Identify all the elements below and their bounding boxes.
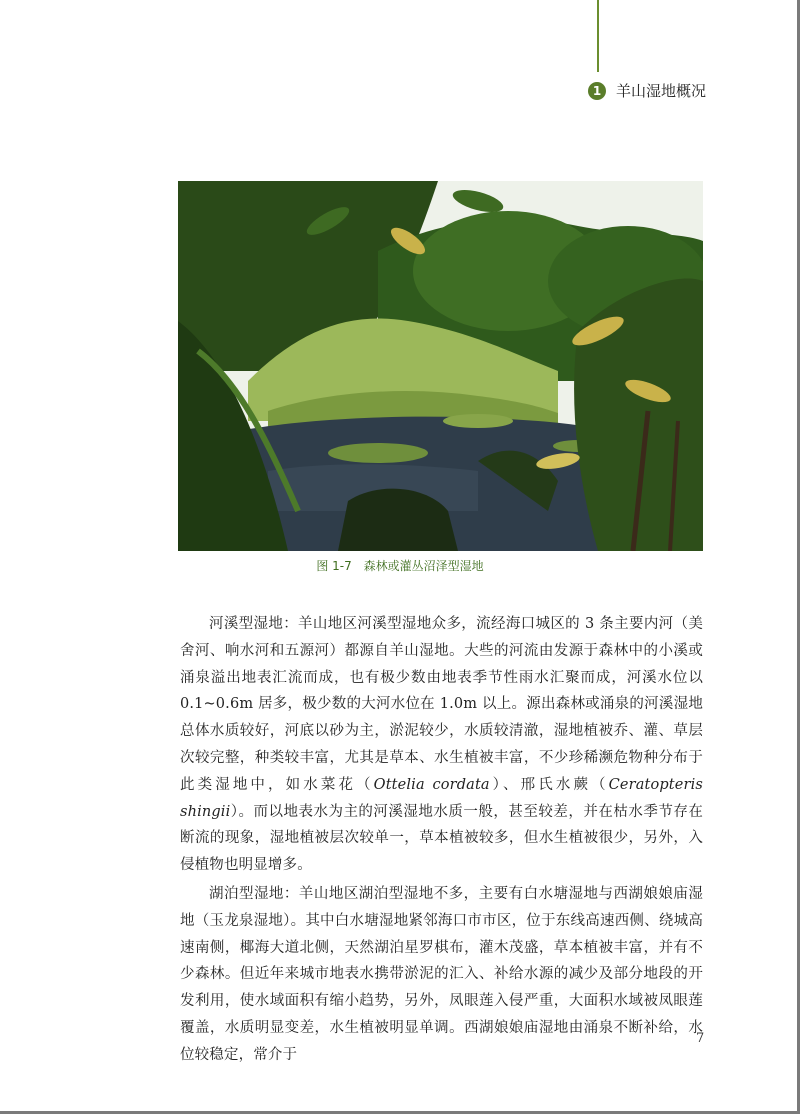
figure-label: 图 1-7 [316, 559, 352, 573]
latin-name-ottelia: Ottelia cordata [373, 776, 490, 793]
page-number: 7 [696, 1031, 705, 1046]
paragraph-text: 河溪型湿地：羊山地区河溪型湿地众多，流经海口城区的 3 条主要内河（美舍河、响水河和五源河）都源自羊山湿地。大些的河流由发源于森林中的小溪或涌泉溢出地表汇流而成，也有极少数由地表季节性雨水汇聚而成，河溪水位以 0.1~0.6m 居多，极少数的大河水位在 1.0m 以上。源出森林或涌泉的河溪湿地总体水质较好，河底以砂为主，淤泥较少，水质较清澈，湿地植被乔、灌、草层次较完整，种类较丰富，尤其是草本、水生植被丰富，不少珍稀濒危物种分布于此类湿地中，如水菜花（ [180, 616, 703, 793]
paragraph-text: ）、邢氏水蕨（ [489, 776, 609, 793]
latin-name-ceratopteris: Ceratopteris shingii [180, 776, 703, 820]
figure-caption [0, 557, 800, 574]
body-text [180, 611, 703, 1069]
paragraph-river-wetland [180, 611, 703, 879]
wetland-photo-illustration [178, 181, 703, 551]
chapter-title: 羊山湿地概况 [616, 82, 707, 100]
wetland-photo [178, 181, 703, 551]
chapter-number-badge: 1 [588, 82, 606, 100]
paragraph-text: ）。而以地表水为主的河溪湿地水质一般，甚至较差，并在枯水季节存在断流的现象，湿地植被层次较单一，草本植被较多，但水生植被很少，另外，入侵植物也明显增多。 [180, 803, 703, 874]
photo-lily-pads [328, 443, 428, 463]
header-rule [597, 0, 599, 72]
paragraph-lake-wetland: 湖泊型湿地：羊山地区湖泊型湿地不多，主要有白水塘湿地与西湖娘娘庙湿地（玉龙泉湿地）。其中白水塘湿地紧邻海口市市区，位于东线高速西侧、绕城高速南侧，椰海大道北侧，天然湖泊星罗棋布，灌木茂盛，草本植被丰富，并有不少森林。但近年来城市地表水携带淤泥的汇入、补给水源的减少及部分地段的开发利用，使水域面积有缩小趋势，另外，凤眼莲入侵严重，大面积水域被凤眼莲覆盖，水质明显变差，水生植被明显单调。西湖娘娘庙湿地由涌泉不断补给，水位较稳定，常介于 [180, 885, 703, 1063]
figure-caption-text: 森林或灌丛沼泽型湿地 [363, 559, 484, 573]
running-header [588, 80, 706, 101]
